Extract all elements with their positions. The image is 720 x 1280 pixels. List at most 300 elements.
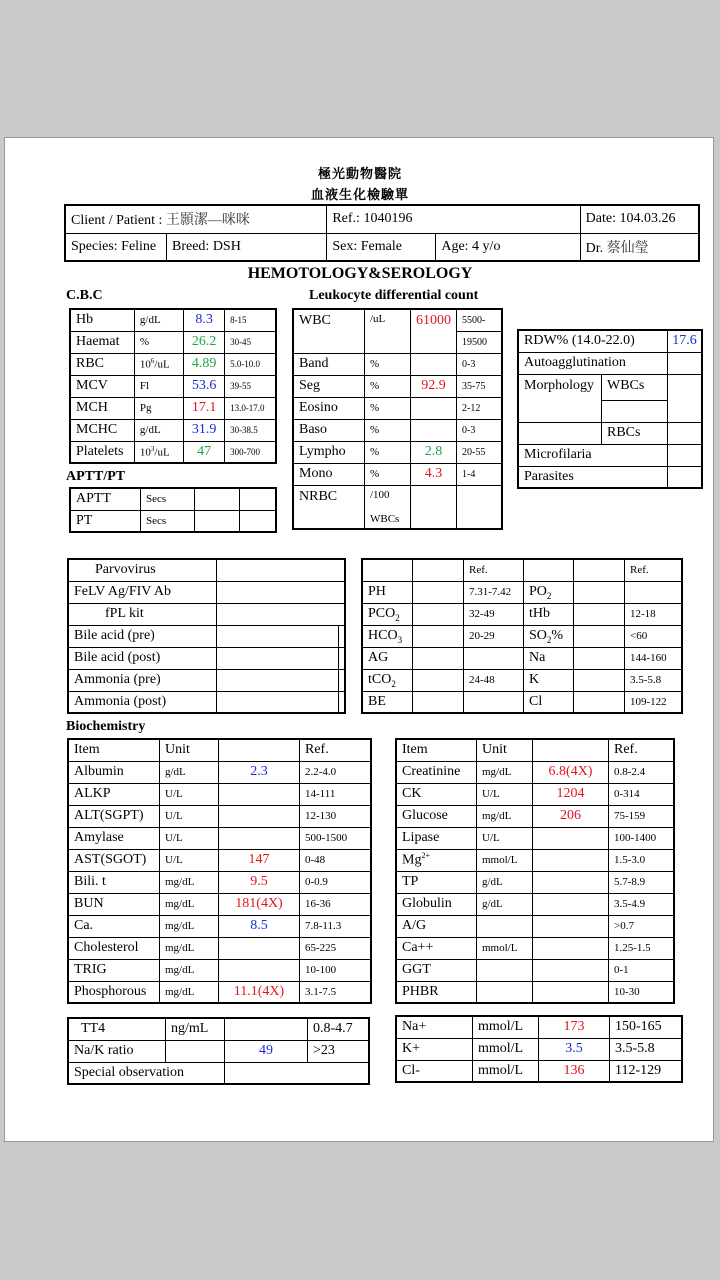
serology-value: [217, 603, 345, 625]
serology-value: [217, 581, 345, 603]
table-row: [396, 1038, 682, 1060]
table-row: [362, 603, 682, 625]
electrolyte-unit: mmol/L: [473, 1038, 539, 1060]
biochem-ref: 2.2-4.0: [300, 761, 372, 783]
electrolyte-value: 136: [539, 1060, 610, 1082]
electrolyte-value: 173: [539, 1016, 610, 1038]
table-row: [293, 309, 502, 331]
breed: Breed: DSH: [167, 233, 327, 261]
leuko-ref: 0-3: [457, 353, 503, 375]
table-row: [396, 871, 674, 893]
serology-name: Bile acid (pre): [68, 625, 217, 647]
gas-ref-header: Ref.: [625, 559, 683, 581]
cbc-name: Platelets: [70, 441, 134, 463]
cbc-name: Hb: [70, 309, 134, 331]
cbc-ref: 39-55: [225, 375, 276, 397]
cbc-value: 47: [184, 441, 225, 463]
biochem-ref-header: Ref.: [300, 739, 372, 761]
cbc-ref: 13.0-17.0: [225, 397, 276, 419]
biochem-item: CK: [396, 783, 477, 805]
biochem-unit: mg/dL: [160, 959, 219, 981]
biochem-unit: [477, 915, 533, 937]
biochem-unit: mg/dL: [477, 805, 533, 827]
table-row: [396, 959, 674, 981]
biochem-value: 181(4X): [219, 893, 300, 915]
leuko-ref: 35-75: [457, 375, 503, 397]
biochem-item: Creatinine: [396, 761, 477, 783]
nrbc-value: [411, 485, 457, 529]
biochem-item: Albumin: [68, 761, 160, 783]
cbc-unit: g/dL: [134, 309, 183, 331]
leuko-value: 2.8: [411, 441, 457, 463]
table-row: [68, 893, 371, 915]
table-row: [362, 647, 682, 669]
biochem-item: Glucose: [396, 805, 477, 827]
biochem-unit: U/L: [160, 849, 219, 871]
cbc-name: RBC: [70, 353, 134, 375]
biochem-ref: 14-111: [300, 783, 372, 805]
electrolyte-unit: mmol/L: [473, 1060, 539, 1082]
aptt-table: [69, 487, 277, 533]
biochem-ref: 75-159: [609, 805, 675, 827]
aptt-name: PT: [70, 510, 141, 532]
table-row: [293, 419, 502, 441]
biochem-value: [533, 827, 609, 849]
gas-ref: 24-48: [464, 669, 524, 691]
species: Species: Feline: [65, 233, 167, 261]
leuko-ref: 0-3: [457, 419, 503, 441]
gas-ref: [625, 581, 683, 603]
biochem-value: [533, 849, 609, 871]
cbc-ref: 30-45: [225, 331, 276, 353]
serology-name: FeLV Ag/FIV Ab: [68, 581, 217, 603]
gas-param: tHb: [524, 603, 574, 625]
nrbc-name: NRBC: [293, 485, 365, 529]
table-row: [396, 827, 674, 849]
biochem-ref-header: Ref.: [609, 739, 675, 761]
aptt-unit: Secs: [141, 510, 195, 532]
gas-value: [413, 581, 464, 603]
microfilaria-value: [668, 444, 702, 466]
biochem-unit: mg/dL: [160, 981, 219, 1003]
electrolyte-ref: 112-129: [610, 1060, 683, 1082]
electrolyte-name: Cl-: [396, 1060, 473, 1082]
biochem-ref: 7.8-11.3: [300, 915, 372, 937]
biochem-item: A/G: [396, 915, 477, 937]
gas-value: [413, 669, 464, 691]
tt4-ref: 0.8-4.7: [308, 1018, 370, 1040]
electrolyte-unit: mmol/L: [473, 1016, 539, 1038]
biochem-ref: 1.25-1.5: [609, 937, 675, 959]
table-row: [68, 625, 345, 647]
leuko-value: [411, 353, 457, 375]
table-row: [396, 805, 674, 827]
autoagglutination-label: Autoagglutination: [518, 352, 668, 374]
table-row: [396, 937, 674, 959]
gas-ref: [464, 647, 524, 669]
gas-param: PH: [362, 581, 413, 603]
biochem-ref: 65-225: [300, 937, 372, 959]
biochem-ref: 3.1-7.5: [300, 981, 372, 1003]
ref-number: Ref.: 1040196: [327, 205, 580, 233]
nrbc-ref: [457, 485, 503, 529]
cbc-table: [69, 308, 277, 464]
table-row: [68, 647, 345, 669]
morphology-label: Morphology: [518, 374, 602, 422]
biochem-value: 6.8(4X): [533, 761, 609, 783]
gas-ref: 20-29: [464, 625, 524, 647]
cbc-unit: Fl: [134, 375, 183, 397]
biochem-unit: mg/dL: [160, 893, 219, 915]
leuko-name: Seg: [293, 375, 365, 397]
table-row: [70, 510, 276, 532]
gas-head-a-val: [413, 559, 464, 581]
table-row: [396, 783, 674, 805]
doctor: Dr. 蔡仙瑩: [580, 233, 699, 261]
gas-param: $PO_2$: [524, 581, 574, 603]
biochem-item: Amylase: [68, 827, 160, 849]
cbc-ref: 8-15: [225, 309, 276, 331]
biochem-value: 8.5: [219, 915, 300, 937]
leuko-unit: %: [365, 463, 411, 485]
biochem-value: 9.5: [219, 871, 300, 893]
cbc-value: 31.9: [184, 419, 225, 441]
serology-name: fPL kit: [68, 603, 217, 625]
biochem-ref: 0.8-2.4: [609, 761, 675, 783]
patient-info-table: [64, 204, 700, 262]
biochem-value: [533, 937, 609, 959]
gas-param: BE: [362, 691, 413, 713]
cbc-unit: $10^3/uL$: [134, 441, 183, 463]
special-observation-label: Special observation: [68, 1062, 225, 1084]
table-row: [68, 849, 371, 871]
cbc-value: 53.6: [184, 375, 225, 397]
table-row: [68, 959, 371, 981]
nrbc-unit: /100 WBCs: [365, 485, 411, 529]
leuko-ref: 2-12: [457, 397, 503, 419]
wbc-unit: /uL: [365, 309, 411, 353]
serology-extra: [339, 625, 346, 647]
table-row: [293, 353, 502, 375]
table-row: [68, 691, 345, 713]
biochem-value: [219, 783, 300, 805]
table-row: [70, 309, 276, 331]
biochem-ref: 0-314: [609, 783, 675, 805]
serology-extra: [339, 669, 346, 691]
biochem-right-table: [395, 738, 675, 1004]
biochem-item: PHBR: [396, 981, 477, 1003]
biochem-unit: mg/dL: [477, 761, 533, 783]
cbc-unit: Pg: [134, 397, 183, 419]
biochem-item: AST(SGOT): [68, 849, 160, 871]
table-row: [68, 581, 345, 603]
table-row: [396, 893, 674, 915]
gas-ref: 7.31-7.42: [464, 581, 524, 603]
gas-param: $SO_2\%$: [524, 625, 574, 647]
table-row: [396, 1060, 682, 1082]
table-row: [68, 805, 371, 827]
gas-param: $HCO_3$: [362, 625, 413, 647]
morphology-rbcs: RBCs: [602, 422, 668, 444]
cbc-unit: g/dL: [134, 419, 183, 441]
biochem-unit: mg/dL: [160, 915, 219, 937]
table-row: [362, 581, 682, 603]
gas-param: $PCO_2$: [362, 603, 413, 625]
table-row: [68, 783, 371, 805]
serology-value: [217, 625, 339, 647]
leuko-value: [411, 397, 457, 419]
biochem-value: 147: [219, 849, 300, 871]
serology-value: [217, 691, 339, 713]
electrolytes-table: [395, 1015, 683, 1083]
table-row: [70, 419, 276, 441]
table-row: [68, 1062, 369, 1084]
biochem-unit: g/dL: [477, 871, 533, 893]
serology-name: Ammonia (post): [68, 691, 217, 713]
biochem-value: [533, 915, 609, 937]
leuko-name: Mono: [293, 463, 365, 485]
biochem-unit-header: Unit: [477, 739, 533, 761]
table-row: [68, 761, 371, 783]
biochem-item: Bili. t: [68, 871, 160, 893]
biochem-value: [533, 871, 609, 893]
serology-value: [217, 669, 339, 691]
cbc-value: 26.2: [184, 331, 225, 353]
cbc-value: 17.1: [184, 397, 225, 419]
gas-value: [574, 691, 625, 713]
main-title: HEMOTOLOGY&SEROLOGY: [247, 265, 473, 282]
table-row: [396, 1016, 682, 1038]
table-row: [68, 603, 345, 625]
cbc-name: MCV: [70, 375, 134, 397]
gas-head-a: [362, 559, 413, 581]
electrolyte-value: 3.5: [539, 1038, 610, 1060]
clinic-name: 極光動物醫院: [317, 166, 402, 181]
biochem-unit: U/L: [160, 827, 219, 849]
age: Age: 4 y/o: [436, 233, 580, 261]
table-row: [68, 981, 371, 1003]
table-row: [68, 937, 371, 959]
wbc-ref: 5500-: [457, 309, 503, 331]
cbc-name: MCHC: [70, 419, 134, 441]
biochem-ref: 500-1500: [300, 827, 372, 849]
blood-gas-table: [361, 558, 683, 714]
table-row: [70, 375, 276, 397]
leuko-name: Lympho: [293, 441, 365, 463]
table-row: [293, 463, 502, 485]
leuko-value: 4.3: [411, 463, 457, 485]
biochem-ref: 0-0.9: [300, 871, 372, 893]
biochem-value: [219, 959, 300, 981]
table-row: [362, 625, 682, 647]
biochem-value: 1204: [533, 783, 609, 805]
biochem-ref: 16-36: [300, 893, 372, 915]
leuko-ref: 1-4: [457, 463, 503, 485]
morphology-rbcs-value: [668, 422, 702, 444]
serology-table: [67, 558, 346, 714]
table-row: [362, 691, 682, 713]
table-row: [68, 1040, 369, 1062]
wbc-value: 61000: [411, 309, 457, 353]
cbc-name: MCH: [70, 397, 134, 419]
gas-value: [574, 669, 625, 691]
tt4-table: [67, 1017, 370, 1085]
wbc-name: WBC: [293, 309, 365, 353]
biochem-value: 206: [533, 805, 609, 827]
leuko-unit: %: [365, 397, 411, 419]
serology-name: Parvovirus: [68, 559, 217, 581]
gas-value: [413, 691, 464, 713]
gas-param: tCO$_2$: [362, 669, 413, 691]
biochem-item: Globulin: [396, 893, 477, 915]
aptt-ref: [240, 510, 277, 532]
biochem-item: Ca++: [396, 937, 477, 959]
biochem-value: 11.1(4X): [219, 981, 300, 1003]
gas-ref: 12-18: [625, 603, 683, 625]
tt4-name: TT4: [68, 1018, 166, 1040]
table-row: [70, 441, 276, 463]
morphology-spacer: [602, 400, 668, 422]
sex: Sex: Female: [327, 233, 436, 261]
gas-param: AG: [362, 647, 413, 669]
table-row: [68, 871, 371, 893]
table-row: [396, 915, 674, 937]
gas-value: [413, 647, 464, 669]
biochem-value: [533, 893, 609, 915]
cbc-value: 8.3: [184, 309, 225, 331]
serology-value: [217, 647, 339, 669]
biochem-ref: 1.5-3.0: [609, 849, 675, 871]
gas-value: [413, 603, 464, 625]
leuko-value: 92.9: [411, 375, 457, 397]
leuko-unit: %: [365, 419, 411, 441]
electrolyte-ref: 150-165: [610, 1016, 683, 1038]
autoagglutination-value: [668, 352, 702, 374]
serology-value: [217, 559, 345, 581]
biochem-item: ALKP: [68, 783, 160, 805]
biochem-ref: 0-1: [609, 959, 675, 981]
lab-report-sheet: [4, 137, 714, 1142]
table-row: [293, 485, 502, 507]
gas-ref-header: Ref.: [464, 559, 524, 581]
table-row: [68, 669, 345, 691]
biochem-item: ALT(SGPT): [68, 805, 160, 827]
biochem-value: [219, 937, 300, 959]
table-row: [70, 353, 276, 375]
cbc-unit: %: [134, 331, 183, 353]
biochem-ref: 3.5-4.9: [609, 893, 675, 915]
tt4-unit: [166, 1040, 225, 1062]
rdw-label: RDW% (14.0-22.0): [518, 330, 668, 352]
biochem-unit: mg/dL: [160, 937, 219, 959]
table-row: [293, 397, 502, 419]
electrolyte-name: K+: [396, 1038, 473, 1060]
gas-value: [574, 581, 625, 603]
rdw-value: 17.6: [668, 330, 702, 352]
biochem-ref: 10-30: [609, 981, 675, 1003]
gas-ref: 32-49: [464, 603, 524, 625]
morphology-wbcs-value: [668, 374, 702, 422]
table-row: [68, 559, 345, 581]
client-patient: Client / Patient : 王顥潔—咪咪: [65, 205, 327, 233]
rdw-morphology-table: [517, 329, 703, 489]
leuko-name: Baso: [293, 419, 365, 441]
biochem-unit: mmol/L: [477, 937, 533, 959]
biochem-ref: 10-100: [300, 959, 372, 981]
gas-value: [574, 603, 625, 625]
tt4-value: [225, 1018, 308, 1040]
gas-ref: 109-122: [625, 691, 683, 713]
morphology-wbcs: WBCs: [602, 374, 668, 400]
table-row: [396, 739, 674, 761]
biochem-item-header: Item: [68, 739, 160, 761]
report-date: Date: 104.03.26: [580, 205, 699, 233]
biochem-ref: 0-48: [300, 849, 372, 871]
leuko-unit: %: [365, 375, 411, 397]
biochem-unit: mg/dL: [160, 871, 219, 893]
biochem-unit: U/L: [477, 827, 533, 849]
table-row: [68, 827, 371, 849]
tt4-ref: >23: [308, 1040, 370, 1062]
aptt-unit: Secs: [141, 488, 195, 510]
gas-head-b: [524, 559, 574, 581]
gas-value: [574, 625, 625, 647]
biochem-item: TRIG: [68, 959, 160, 981]
biochem-item: $Mg^{2+}$: [396, 849, 477, 871]
biochem-left-table: [67, 738, 372, 1004]
serology-name: Ammonia (pre): [68, 669, 217, 691]
biochem-title: Biochemistry: [66, 719, 146, 734]
wbc-ref-2: 19500: [457, 331, 503, 353]
biochem-item-header: Item: [396, 739, 477, 761]
biochem-value-header: [533, 739, 609, 761]
biochem-ref: 5.7-8.9: [609, 871, 675, 893]
parasites-label: Parasites: [518, 466, 668, 488]
special-observation-value: [225, 1062, 370, 1084]
leuko-ref: 20-55: [457, 441, 503, 463]
table-row: [362, 669, 682, 691]
cbc-name: Haemat: [70, 331, 134, 353]
tt4-unit: ng/mL: [166, 1018, 225, 1040]
electrolyte-name: Na+: [396, 1016, 473, 1038]
aptt-name: APTT: [70, 488, 141, 510]
biochem-ref: >0.7: [609, 915, 675, 937]
table-row: [68, 739, 371, 761]
leuko-unit: %: [365, 353, 411, 375]
table-row: [70, 397, 276, 419]
gas-value: [574, 647, 625, 669]
aptt-title: APTT/PT: [66, 469, 126, 484]
gas-ref: 144-160: [625, 647, 683, 669]
biochem-item: Ca.: [68, 915, 160, 937]
table-row: [70, 488, 276, 510]
biochem-unit: mmol/L: [477, 849, 533, 871]
biochem-value: [533, 959, 609, 981]
table-row: [396, 849, 674, 871]
cbc-title: C.B.C: [66, 288, 103, 303]
biochem-unit: g/dL: [477, 893, 533, 915]
leukocyte-table: [292, 308, 503, 530]
serology-extra: [339, 647, 346, 669]
tt4-name: Na/K ratio: [68, 1040, 166, 1062]
gas-param: Cl: [524, 691, 574, 713]
parasites-value: [668, 466, 702, 488]
biochem-item: Phosphorous: [68, 981, 160, 1003]
biochem-unit: U/L: [160, 783, 219, 805]
biochem-value: [533, 981, 609, 1003]
gas-param: K: [524, 669, 574, 691]
table-row: [362, 559, 682, 581]
